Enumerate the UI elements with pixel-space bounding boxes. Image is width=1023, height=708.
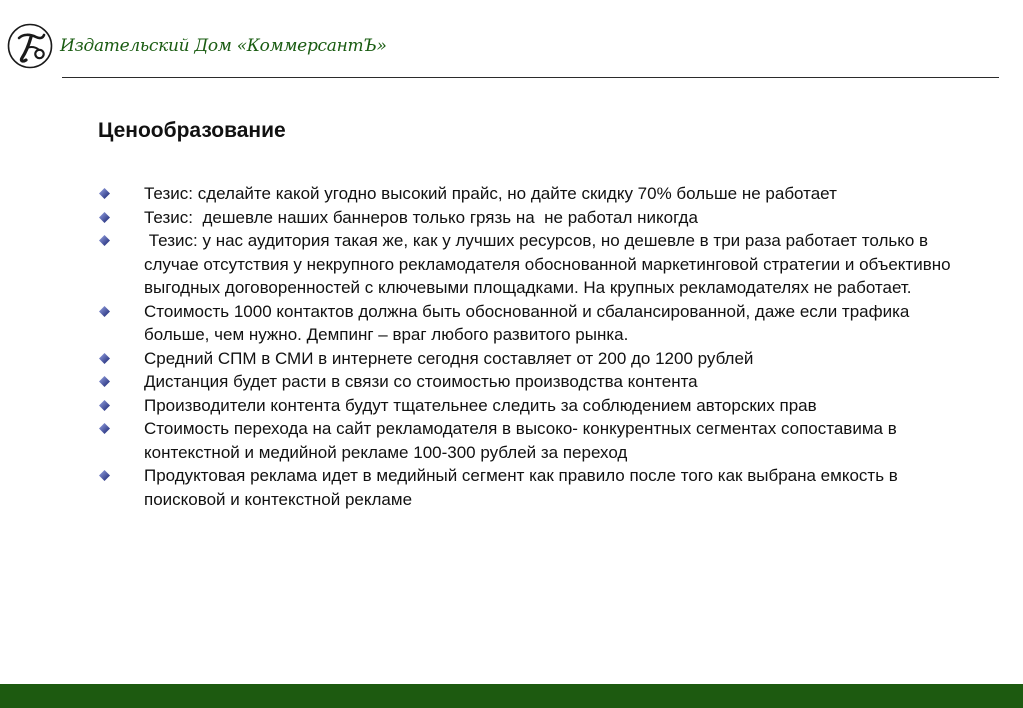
bullet-text: Тезис: у нас аудитория такая же, как у лучших ресурсов, но дешевле в три раза работает только в случае отсутствия у некрупного рекламодателя обоснованной маркетинговой стратегии и объективно выгодных договоренностей с ключевыми площадками. На крупных рекламодателях не работает. [144, 231, 956, 297]
slide-title: Ценообразование [98, 119, 286, 142]
bullet-text: Дистанция будет расти в связи со стоимостью производства контента [144, 372, 698, 391]
bullet-item [98, 206, 978, 230]
diamond-bullet-icon [99, 188, 110, 199]
bullet-list [98, 182, 978, 511]
bullet-text: Производители контента будут тщательнее следить за соблюдением авторских прав [144, 395, 817, 415]
diamond-bullet-icon [99, 306, 110, 317]
bullet-item [98, 229, 978, 300]
diamond-bullet-icon [99, 423, 110, 434]
bullet-text: Тезис: сделайте какой угодно высокий прайс, но дайте скидку 70% больше не работает [144, 184, 837, 203]
diamond-bullet-icon [99, 212, 110, 223]
bullet-item [98, 370, 978, 394]
bullet-item [98, 394, 978, 418]
header-divider [62, 77, 999, 78]
diamond-bullet-icon [99, 376, 110, 387]
diamond-bullet-icon [99, 400, 110, 411]
diamond-bullet-icon [99, 470, 110, 481]
bullet-item [98, 300, 978, 347]
bullet-item [98, 347, 978, 371]
brand-title: Издательский Дом «КоммерсантЪ» [60, 36, 387, 56]
bullet-item [98, 182, 978, 206]
diamond-bullet-icon [99, 235, 110, 246]
bullet-text: Средний СПМ в СМИ в интернете сегодня составляет от 200 до 1200 рублей [144, 348, 754, 368]
footer-bar [0, 684, 1023, 708]
kommersant-logo-icon [6, 22, 54, 70]
bullet-item [98, 464, 978, 511]
bullet-text: Стоимость 1000 контактов должна быть обоснованной и сбалансированной, даже если трафика больше, чем нужно. Демпинг – враг любого развитого рынка. [144, 301, 915, 344]
bullet-text: Продуктовая реклама идет в медийный сегмент как правило после того как выбрана емкость в поисковой и контекстной рекламе [144, 466, 903, 509]
bullet-text: Тезис: дешевле наших баннеров только грязь на не работал никогда [144, 207, 698, 227]
bullet-text: Стоимость перехода на сайт рекламодателя в высоко- конкурентных сегментах сопоставима в контекстной и медийной рекламе 100-300 рублей за переход [144, 419, 902, 462]
bullet-item [98, 417, 978, 464]
diamond-bullet-icon [99, 353, 110, 364]
